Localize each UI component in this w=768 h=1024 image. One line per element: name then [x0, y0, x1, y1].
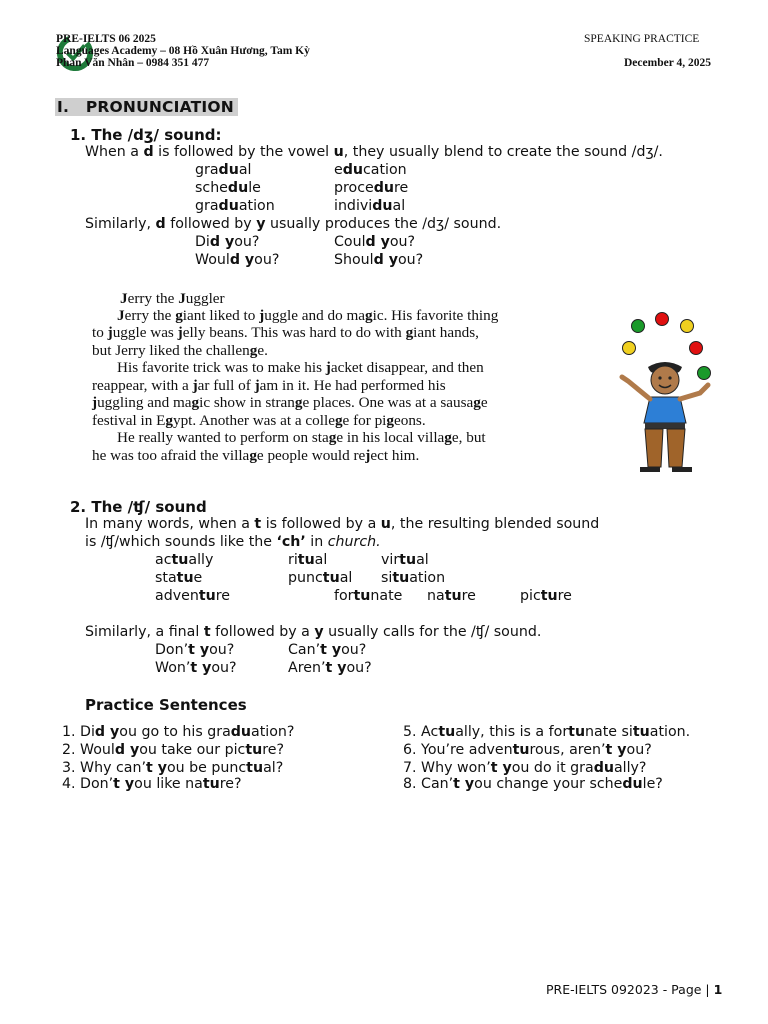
word-item: adventure [155, 588, 230, 604]
phrase-item: Would you? [195, 252, 280, 268]
word-item: punctual [288, 570, 353, 586]
phrase-item: Did you? [195, 234, 260, 250]
story-line: juggling and magic show in strange places. One was at a sausage [92, 394, 488, 411]
word-item: statue [155, 570, 203, 586]
word-item: graduation [195, 198, 275, 214]
practice-heading: Practice Sentences [85, 696, 247, 714]
phrase-item: Don’t you? [155, 642, 235, 658]
practice-sentence: 2. Would you take our picture? [62, 742, 285, 758]
story-line: he was too afraid the village people would reject him. [92, 447, 420, 464]
word-item: schedule [195, 180, 261, 196]
word-item: fortunate [334, 588, 403, 604]
part2-intro-cont: is /ʧ/which sounds like the ‘ch’ in church. [85, 534, 381, 550]
word-item: education [334, 162, 407, 178]
word-item: situation [381, 570, 446, 586]
part1-similar: Similarly, d followed by y usually produces the /dʒ/ sound. [85, 216, 502, 232]
phrase-item: Aren’t you? [288, 660, 372, 676]
word-item: actually [155, 552, 214, 568]
header-title: SPEAKING PRACTICE [584, 33, 700, 45]
story-line: Jerry the giant liked to juggle and do magic. His favorite thing [117, 307, 499, 324]
practice-sentence: 5. Actually, this is a fortunate situation. [403, 724, 691, 740]
story-line: to juggle was jelly beans. This was hard to do with giant hands, [92, 324, 479, 341]
practice-sentence: 8. Can’t you change your schedule? [403, 776, 663, 792]
juggler-illustration [610, 305, 720, 477]
phrase-item: Won’t you? [155, 660, 237, 676]
practice-sentence: 1. Did you go to his graduation? [62, 724, 295, 740]
section-title: I. PRONUNCIATION [55, 98, 238, 116]
part2-intro: In many words, when a t is followed by a u, the resulting blended sound [85, 516, 600, 532]
phrase-item: Could you? [334, 234, 416, 250]
word-item: procedure [334, 180, 409, 196]
story-line: reappear, with a jar full of jam in it. He had performed his [92, 377, 446, 394]
phrase-item: Should you? [334, 252, 424, 268]
practice-sentence: 6. You’re adventurous, aren’t you? [403, 742, 652, 758]
story-title: Jerry the Juggler [120, 290, 225, 307]
word-item: nature [427, 588, 476, 604]
story-line: He really wanted to perform on stage in his local village, but [117, 429, 486, 446]
part1-heading: 1. The /dʒ/ sound: [70, 126, 222, 144]
practice-sentence: 3. Why can’t you be punctual? [62, 760, 284, 776]
part2-similar: Similarly, a final t followed by a y usually calls for the /ʧ/ sound. [85, 624, 542, 640]
part1-intro: When a d is followed by the vowel u, they usually blend to create the sound /dʒ/. [85, 144, 663, 160]
page-footer: PRE-IELTS 092023 - Page | 1 [546, 982, 723, 997]
word-item: picture [520, 588, 572, 604]
header-academy: Languages Academy – 08 Hồ Xuân Hương, Tam Kỳ [56, 45, 310, 57]
phrase-item: Can’t you? [288, 642, 367, 658]
header-course: PRE-IELTS 06 2025 [56, 33, 156, 45]
practice-sentence: 4. Don’t you like nature? [62, 776, 242, 792]
practice-sentence: 7. Why won’t you do it gradually? [403, 760, 647, 776]
header-teacher: Phan Văn Nhân – 0984 351 477 [56, 57, 210, 69]
story-line: but Jerry liked the challenge. [92, 342, 268, 359]
word-item: individual [334, 198, 406, 214]
story-line: festival in Egypt. Another was at a college for pigeons. [92, 412, 426, 429]
story-line: His favorite trick was to make his jacket disappear, and then [117, 359, 484, 376]
part2-heading: 2. The /ʧ/ sound [70, 498, 207, 516]
header-date: December 4, 2025 [624, 57, 711, 69]
word-item: virtual [381, 552, 429, 568]
word-item: ritual [288, 552, 328, 568]
word-item: gradual [195, 162, 252, 178]
